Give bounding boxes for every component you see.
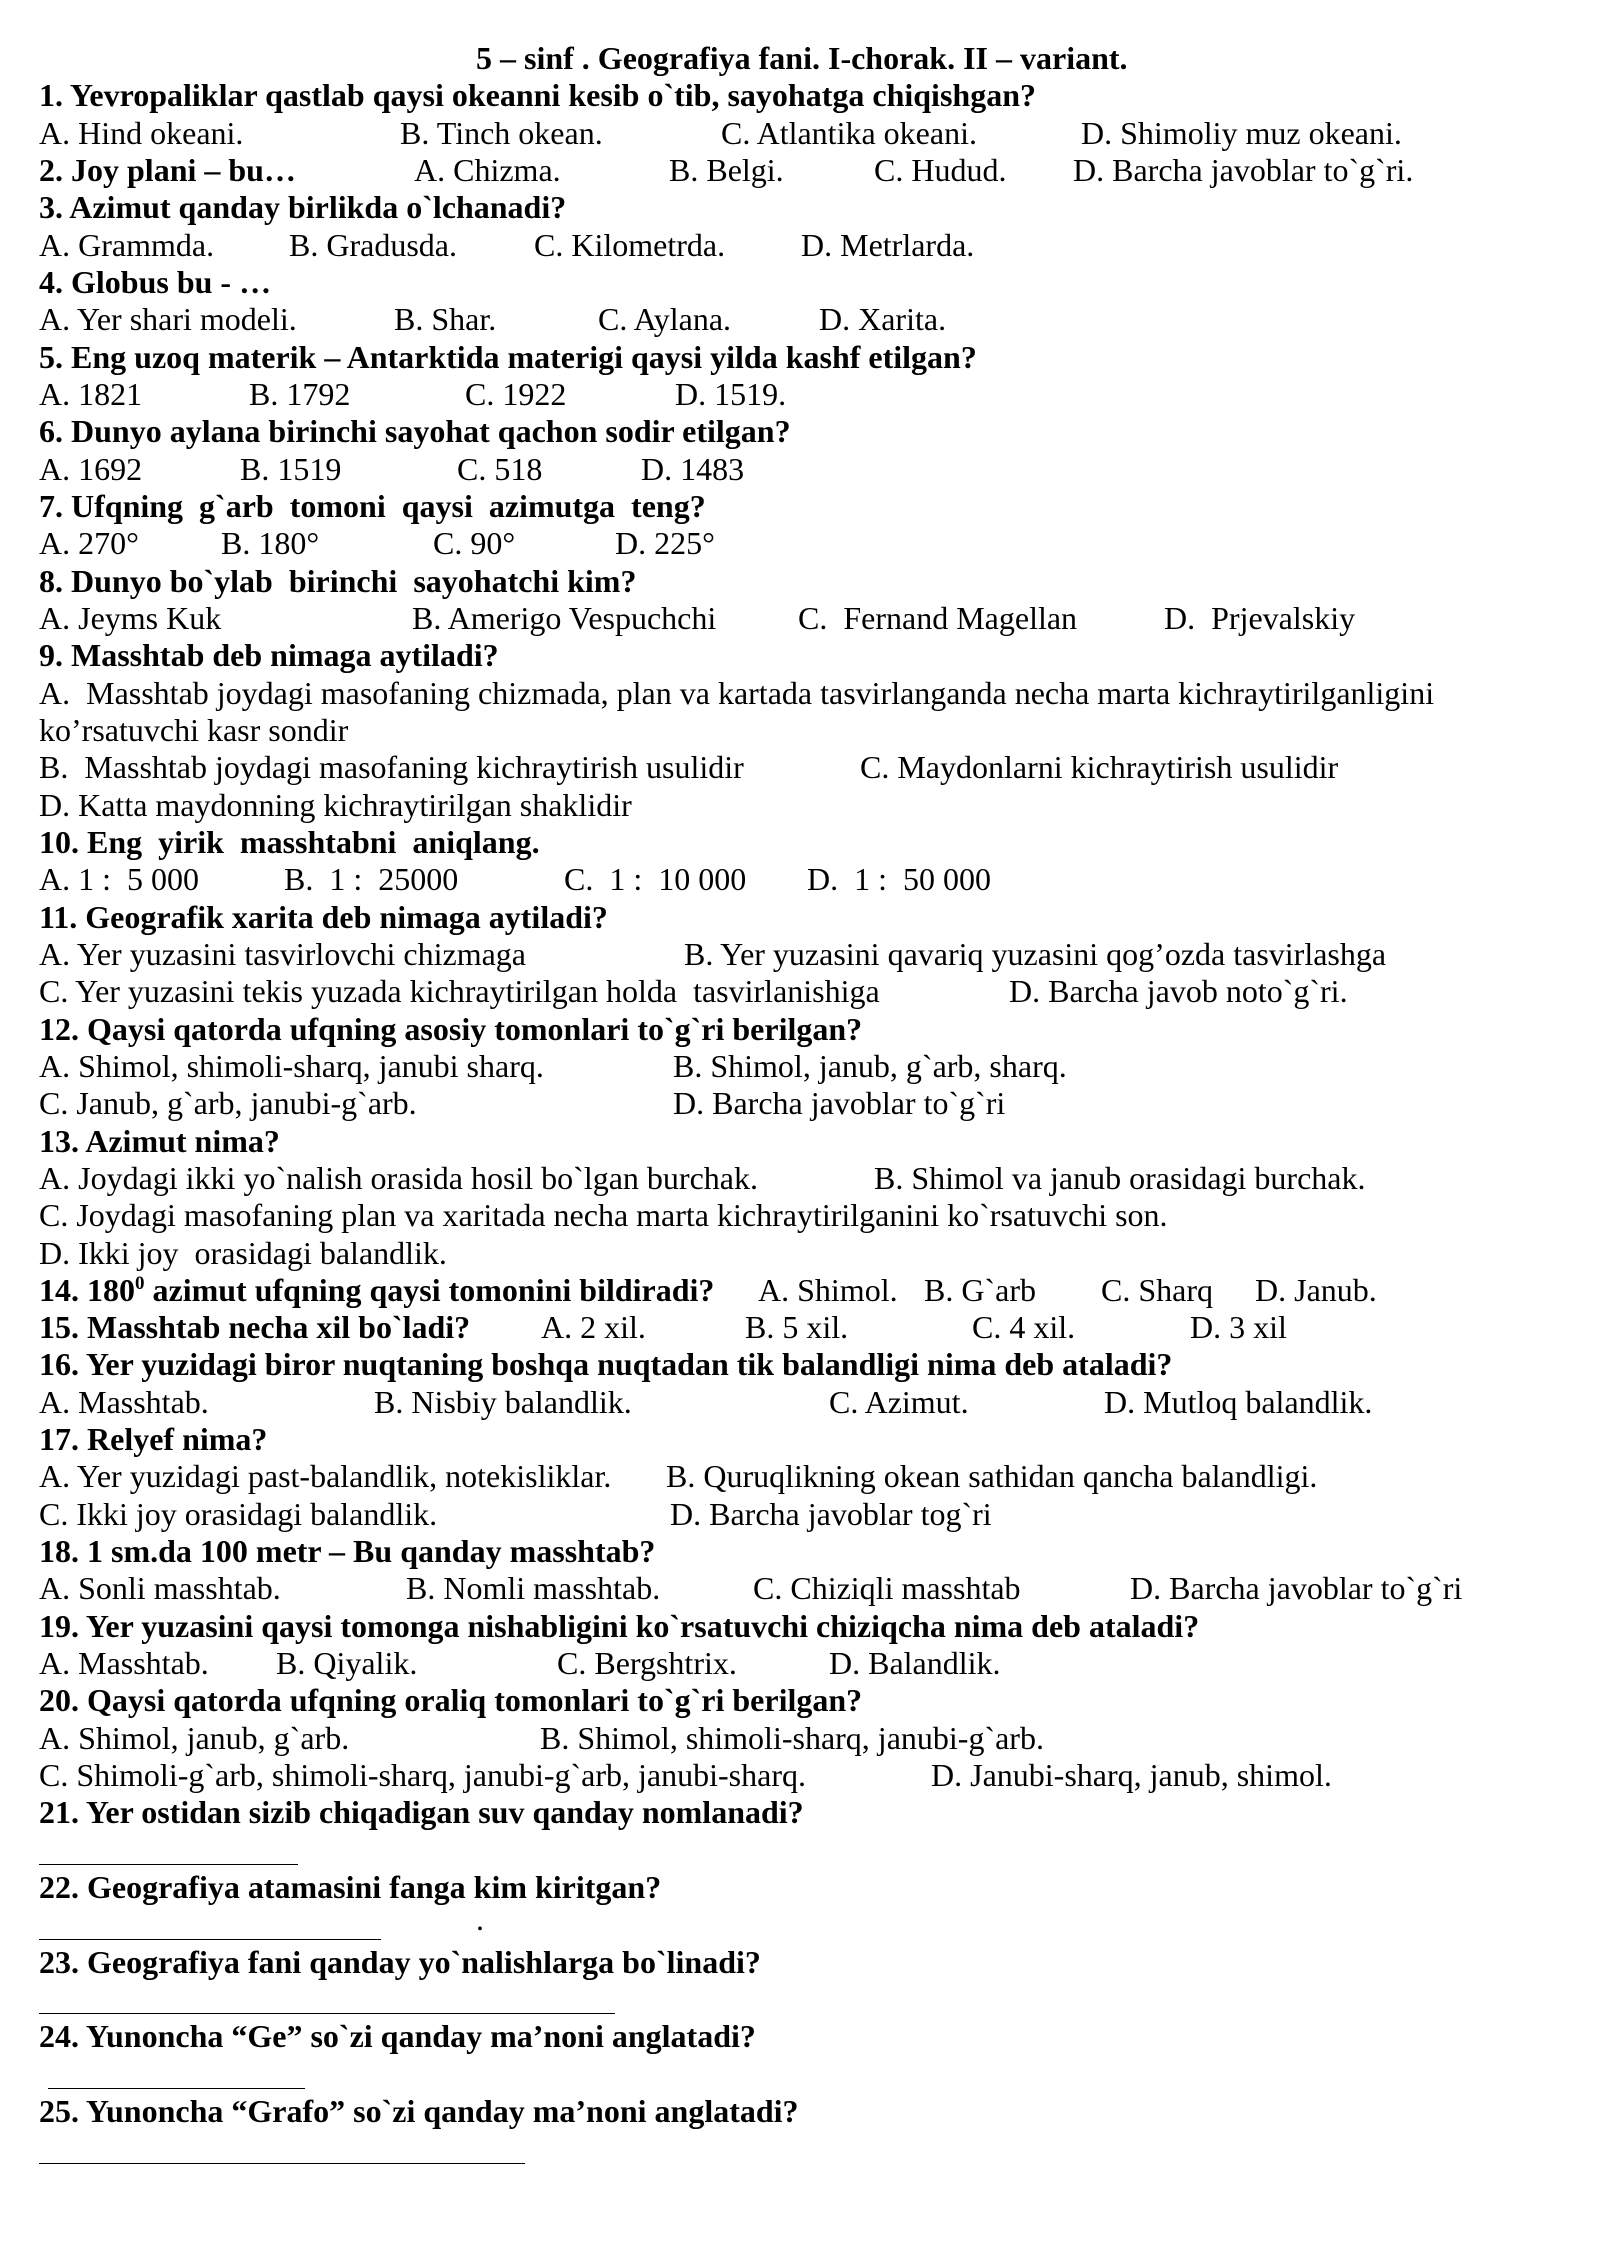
question-12-text: 12. Qaysi qatorda ufqning asosiy tomonlari to`g`ri berilgan? [39, 1010, 863, 1047]
question-19-option-a: A. Masshtab. [39, 1645, 209, 1682]
question-17-option-a: A. Yer yuzidagi past-balandlik, notekisliklar. [39, 1458, 612, 1495]
question-9-options-row-bc [0, 749, 1600, 786]
question-15-option-a: A. 2 xil. [541, 1309, 646, 1346]
question-10-option-c: C. 1 : 10 000 [564, 861, 747, 898]
question-7-option-d: D. 225° [615, 525, 715, 562]
question-5-options-row [0, 376, 1600, 413]
question-13-options-row-c [0, 1197, 1600, 1234]
question-5-option-d: D. 1519. [675, 375, 787, 412]
question-2-option-c: C. Hudud. [874, 151, 1007, 188]
question-6-option-d: D. 1483 [641, 450, 745, 487]
question-9-text: 9. Masshtab deb nimaga aytiladi? [39, 637, 499, 674]
question-17-options-row-cd [0, 1496, 1600, 1533]
question-13-option-a: A. Joydagi ikki yo`nalish orasida hosil bo`lgan burchak. [39, 1159, 758, 1196]
question-16-option-a: A. Masshtab. [39, 1383, 209, 1420]
question-18-text: 18. 1 sm.da 100 metr – Bu qanday masshtab? [39, 1533, 656, 1570]
question-25-row [0, 2093, 1600, 2130]
question-18-option-b: B. Nomli masshtab. [406, 1570, 661, 1607]
question-19-option-b: B. Qiyalik. [276, 1645, 418, 1682]
question-8-text: 8. Dunyo bo`ylab birinchi sayohatchi kim? [39, 562, 637, 599]
question-7-option-c: C. 90° [433, 525, 516, 562]
question-3-row [0, 189, 1600, 226]
question-24-answer-row [0, 2056, 1600, 2093]
question-4-option-a: A. Yer shari modeli. [39, 301, 297, 338]
question-7-option-b: B. 180° [221, 525, 320, 562]
question-15-text: 15. Masshtab necha xil bo`ladi? [39, 1309, 471, 1346]
question-8-option-d: D. Prjevalskiy [1164, 599, 1356, 636]
question-23-answer-line [39, 2013, 615, 2014]
question-4-text: 4. Globus bu - … [39, 263, 272, 300]
question-1-options-row [0, 115, 1600, 152]
question-13-options-row-ab [0, 1160, 1600, 1197]
question-7-options-row [0, 525, 1600, 562]
question-19-option-c: C. Bergshtrix. [557, 1645, 737, 1682]
question-13-option-c: C. Joydagi masofaning plan va xaritada necha marta kichraytirilganini ko`rsatuvchi son. [39, 1197, 1168, 1234]
question-8-option-c: C. Fernand Magellan [798, 599, 1078, 636]
question-16-option-c: C. Azimut. [829, 1383, 969, 1420]
question-12-row [0, 1011, 1600, 1048]
question-19-option-d: D. Balandlik. [829, 1645, 1001, 1682]
question-17-text: 17. Relyef nima? [39, 1421, 268, 1458]
question-12-options-row-cd [0, 1085, 1600, 1122]
question-5-option-b: B. 1792 [249, 375, 351, 412]
question-1-text: 1. Yevropaliklar qastlab qaysi okeanni kesib o`tib, sayohatga chiqishgan? [39, 77, 1036, 114]
page-title: 5 – sinf . Geografiya fani. I-chorak. II – variant. [476, 40, 1128, 76]
question-19-options-row [0, 1645, 1600, 1682]
question-14-text-end: azimut ufqning qaysi tomonini bildiradi? [144, 1271, 715, 1308]
question-6-row [0, 413, 1600, 450]
question-2-option-b: B. Belgi. [669, 151, 784, 188]
question-18-option-a: A. Sonli masshtab. [39, 1570, 281, 1607]
question-21-answer-line [39, 1864, 298, 1865]
question-3-options-row [0, 227, 1600, 264]
question-14-option-d: D. Janub. [1255, 1271, 1377, 1308]
question-9-option-a-line-2: ko’rsatuvchi kasr sondir [39, 711, 349, 748]
question-6-option-c: C. 518 [457, 450, 543, 487]
question-19-text: 19. Yer yuzasini qaysi tomonga nishabligini ko`rsatuvchi chiziqcha nima deb ataladi? [39, 1607, 1200, 1644]
question-20-options-row-ab [0, 1720, 1600, 1757]
question-6-text: 6. Dunyo aylana birinchi sayohat qachon sodir etilgan? [39, 413, 791, 450]
question-12-option-a: A. Shimol, shimoli-sharq, janubi sharq. [39, 1047, 544, 1084]
question-3-option-b: B. Gradusda. [289, 226, 457, 263]
question-5-option-a: A. 1821 [39, 375, 143, 412]
question-14-option-a: A. Shimol. [758, 1271, 898, 1308]
question-9-options-row-d [0, 787, 1600, 824]
question-16-row [0, 1346, 1600, 1383]
question-9-option-a-row-2 [0, 712, 1600, 749]
question-10-row [0, 824, 1600, 861]
question-18-row [0, 1533, 1600, 1570]
question-13-text: 13. Azimut nima? [39, 1122, 280, 1159]
question-8-row [0, 563, 1600, 600]
question-5-row [0, 339, 1600, 376]
question-11-options-row-cd [0, 973, 1600, 1010]
question-3-option-d: D. Metrlarda. [801, 226, 975, 263]
question-20-option-d: D. Janubi-sharq, janub, shimol. [931, 1757, 1332, 1794]
question-14-text-start: 14. 180 [39, 1271, 135, 1308]
question-2-option-d: D. Barcha javoblar to`g`ri. [1073, 151, 1414, 188]
question-17-option-c: C. Ikki joy orasidagi balandlik. [39, 1495, 438, 1532]
question-3-option-c: C. Kilometrda. [534, 226, 726, 263]
question-7-text: 7. Ufqning g`arb tomoni qaysi azimutga teng? [39, 487, 706, 524]
question-4-option-c: C. Aylana. [598, 301, 732, 338]
question-23-text: 23. Geografiya fani qanday yo`nalishlarga bo`linadi? [39, 1943, 761, 1980]
question-18-option-c: C. Chiziqli masshtab [753, 1570, 1021, 1607]
question-4-options-row [0, 301, 1600, 338]
question-13-row [0, 1123, 1600, 1160]
question-10-text: 10. Eng yirik masshtabni aniqlang. [39, 823, 540, 860]
question-1-option-c: C. Atlantika okeani. [721, 114, 977, 151]
question-20-options-row-cd [0, 1757, 1600, 1794]
question-25-answer-row [0, 2130, 1600, 2167]
question-14-row [0, 1272, 1600, 1309]
question-24-answer-line [48, 2088, 305, 2089]
question-20-option-a: A. Shimol, janub, g`arb. [39, 1719, 350, 1756]
question-17-row [0, 1421, 1600, 1458]
question-10-option-a: A. 1 : 5 000 [39, 861, 199, 898]
question-4-option-d: D. Xarita. [819, 301, 947, 338]
question-2-row [0, 152, 1600, 189]
question-17-option-d: D. Barcha javoblar tog`ri [670, 1495, 992, 1532]
question-24-text: 24. Yunoncha “Ge” so`zi qanday ma’noni anglatadi? [39, 2018, 756, 2055]
question-2-text: 2. Joy plani – bu… [39, 151, 296, 188]
question-12-options-row-ab [0, 1048, 1600, 1085]
question-21-answer-row [0, 1832, 1600, 1869]
question-8-options-row [0, 600, 1600, 637]
question-17-option-b: B. Quruqlikning okean sathidan qancha balandligi. [666, 1458, 1318, 1495]
title-row [0, 40, 1600, 77]
question-20-option-b: B. Shimol, shimoli-sharq, janubi-g`arb. [540, 1719, 1044, 1756]
question-16-option-b: B. Nisbiy balandlik. [374, 1383, 632, 1420]
question-24-row [0, 2018, 1600, 2055]
question-22-stray-mark: . [476, 1901, 484, 1938]
question-1-row [0, 77, 1600, 114]
question-5-text: 5. Eng uzoq materik – Antarktida materigi qaysi yilda kashf etilgan? [39, 338, 977, 375]
question-15-row [0, 1309, 1600, 1346]
question-9-option-a-line-1: A. Masshtab joydagi masofaning chizmada, plan va kartada tasvirlanganda necha marta kichraytirilganligini [39, 674, 1435, 711]
question-12-option-d: D. Barcha javoblar to`g`ri [673, 1085, 1006, 1122]
question-25-text: 25. Yunoncha “Grafo” so`zi qanday ma’noni anglatadi? [39, 2093, 799, 2130]
question-8-option-a: A. Jeyms Kuk [39, 599, 222, 636]
question-23-answer-row [0, 1981, 1600, 2018]
question-14-text [39, 1272, 714, 1314]
question-15-option-d: D. 3 xil [1190, 1309, 1287, 1346]
question-14-option-b: B. G`arb [924, 1271, 1036, 1308]
question-6-options-row [0, 451, 1600, 488]
question-21-text: 21. Yer ostidan sizib chiqadigan suv qanday nomlanadi? [39, 1794, 804, 1831]
question-11-option-b: B. Yer yuzasini qavariq yuzasini qog’ozda tasvirlashga [684, 935, 1387, 972]
question-11-option-a: A. Yer yuzasini tasvirlovchi chizmaga [39, 935, 526, 972]
question-11-row [0, 899, 1600, 936]
question-16-option-d: D. Mutloq balandlik. [1104, 1383, 1373, 1420]
question-15-option-c: C. 4 xil. [972, 1309, 1076, 1346]
question-18-options-row [0, 1570, 1600, 1607]
question-10-option-d: D. 1 : 50 000 [807, 861, 991, 898]
question-13-options-row-d [0, 1235, 1600, 1272]
question-25-answer-line [39, 2163, 525, 2164]
question-10-option-b: B. 1 : 25000 [284, 861, 459, 898]
question-13-option-d: D. Ikki joy orasidagi balandlik. [39, 1234, 447, 1271]
question-9-option-a-row [0, 675, 1600, 712]
question-16-options-row [0, 1384, 1600, 1421]
question-20-option-c: C. Shimoli-g`arb, shimoli-sharq, janubi-g`arb, janubi-sharq. [39, 1757, 806, 1794]
question-12-option-b: B. Shimol, janub, g`arb, sharq. [673, 1047, 1067, 1084]
question-8-option-b: B. Amerigo Vespuchchi [412, 599, 717, 636]
question-22-answer-row [0, 1901, 1600, 1943]
question-1-option-d: D. Shimoliy muz okeani. [1081, 114, 1402, 151]
question-16-text: 16. Yer yuzidagi biror nuqtaning boshqa nuqtadan tik balandligi nima deb ataladi? [39, 1346, 1173, 1383]
question-22-row [0, 1869, 1600, 1906]
question-11-option-c: C. Yer yuzasini tekis yuzada kichraytirilgan holda tasvirlanishiga [39, 973, 880, 1010]
question-9-option-b: B. Masshtab joydagi masofaning kichraytirish usulidir [39, 749, 744, 786]
question-6-option-a: A. 1692 [39, 450, 143, 487]
question-12-option-c: C. Janub, g`arb, janubi-g`arb. [39, 1085, 417, 1122]
question-2-option-a: A. Chizma. [414, 151, 561, 188]
question-7-row [0, 488, 1600, 525]
question-11-options-row-ab [0, 936, 1600, 973]
question-19-row [0, 1608, 1600, 1645]
question-1-option-b: B. Tinch okean. [400, 114, 603, 151]
question-15-option-b: B. 5 xil. [745, 1309, 849, 1346]
question-1-option-a: A. Hind okeani. [39, 114, 244, 151]
question-14-superscript: 0 [135, 1272, 145, 1294]
question-7-option-a: A. 270° [39, 525, 139, 562]
question-23-row [0, 1944, 1600, 1981]
question-11-option-d: D. Barcha javob noto`g`ri. [1009, 973, 1348, 1010]
question-18-option-d: D. Barcha javoblar to`g`ri [1130, 1570, 1463, 1607]
question-11-text: 11. Geografik xarita deb nimaga aytiladi? [39, 898, 608, 935]
question-17-options-row-ab [0, 1458, 1600, 1495]
question-3-option-a: A. Grammda. [39, 226, 215, 263]
question-6-option-b: B. 1519 [240, 450, 342, 487]
question-10-options-row [0, 861, 1600, 898]
question-9-option-c: C. Maydonlarni kichraytirish usulidir [860, 749, 1339, 786]
question-22-text: 22. Geografiya atamasini fanga kim kiritgan? [39, 1869, 662, 1906]
question-14-option-c: C. Sharq [1101, 1271, 1213, 1308]
question-3-text: 3. Azimut qanday birlikda o`lchanadi? [39, 189, 567, 226]
question-4-option-b: B. Shar. [394, 301, 497, 338]
question-21-row [0, 1794, 1600, 1831]
question-9-option-d: D. Katta maydonning kichraytirilgan shaklidir [39, 786, 632, 823]
question-9-row [0, 637, 1600, 674]
question-20-text: 20. Qaysi qatorda ufqning oraliq tomonlari to`g`ri berilgan? [39, 1682, 863, 1719]
question-5-option-c: C. 1922 [465, 375, 567, 412]
question-22-answer-line [39, 1939, 381, 1940]
question-13-option-b: B. Shimol va janub orasidagi burchak. [874, 1159, 1366, 1196]
question-4-row [0, 264, 1600, 301]
question-20-row [0, 1682, 1600, 1719]
